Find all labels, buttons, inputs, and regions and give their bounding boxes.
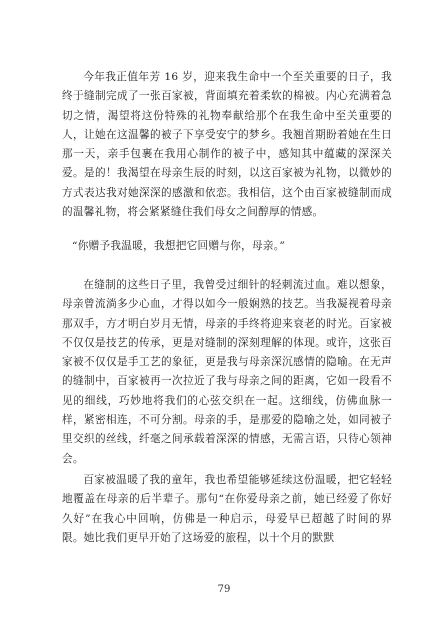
- paragraph-1: 今年我正值年芳 16 岁，迎来我生命中一个至关重要的日子，我终于缝制完成了一张百家被，背面填充着柔软的棉被。内心充满着急切之情，渴望将这份特殊的礼物奉献给那个在我生命中至关重要的人，让她在这温馨的被子下享受安宁的梦乡。我翘首期盼着她在生日那一天，亲手包裹在我用心制作的被子中，感知其中蕴藏的深深关爱。是的！我渴望在母亲生辰的时刻，以这百家被为礼物，以微妙的方式表达我对她深深的感激和依恋。我相信，这个由百家被缝制而成的温馨礼物，将会紧紧缝住我们母女之间醇厚的情感。: [62, 71, 392, 219]
- page-number: 79: [217, 584, 231, 595]
- paragraph-2: 在缝制的这些日子里，我曾受过细针的轻刺流过血。难以想象，母亲曾流淌多少心血，才得以如今一般娴熟的技艺。当我凝视着母亲那双手，方才明白岁月无情，母亲的手终将迎来衰老的时光。百家被不仅仅是技艺的传承，更是对缝制的深刻理解的体现。或许，这张百家被不仅仅是手工艺的象征，更是我与母亲深沉感情的隐喻。在无声的缝制中，百家被再一次拉近了我与母亲之间的距离，它如一段看不见的细线，巧妙地将我们的心弦交织在一起。这细线，仿佛血脉一样，紧密相连，不可分割。母亲的手，是那爱的隐喻之处，如同被子里交织的丝线，纤毫之间承载着深深的情感，无需言语，只待心领神会。: [62, 279, 392, 465]
- quote-line: “你赠予我温暖，我想把它回赠与你，母亲。”: [72, 240, 286, 252]
- paragraph-3: 百家被温暖了我的童年，我也希望能够延续这份温暖，把它轻轻地覆盖在母亲的后半辈子。那句“在你爱母亲之前，她已经爱了你好久好”在我心中回响，仿佛是一种启示，母爱早已超越了时间的界限。她比我们更早开始了这场爱的旅程，以十个月的默默: [62, 474, 392, 544]
